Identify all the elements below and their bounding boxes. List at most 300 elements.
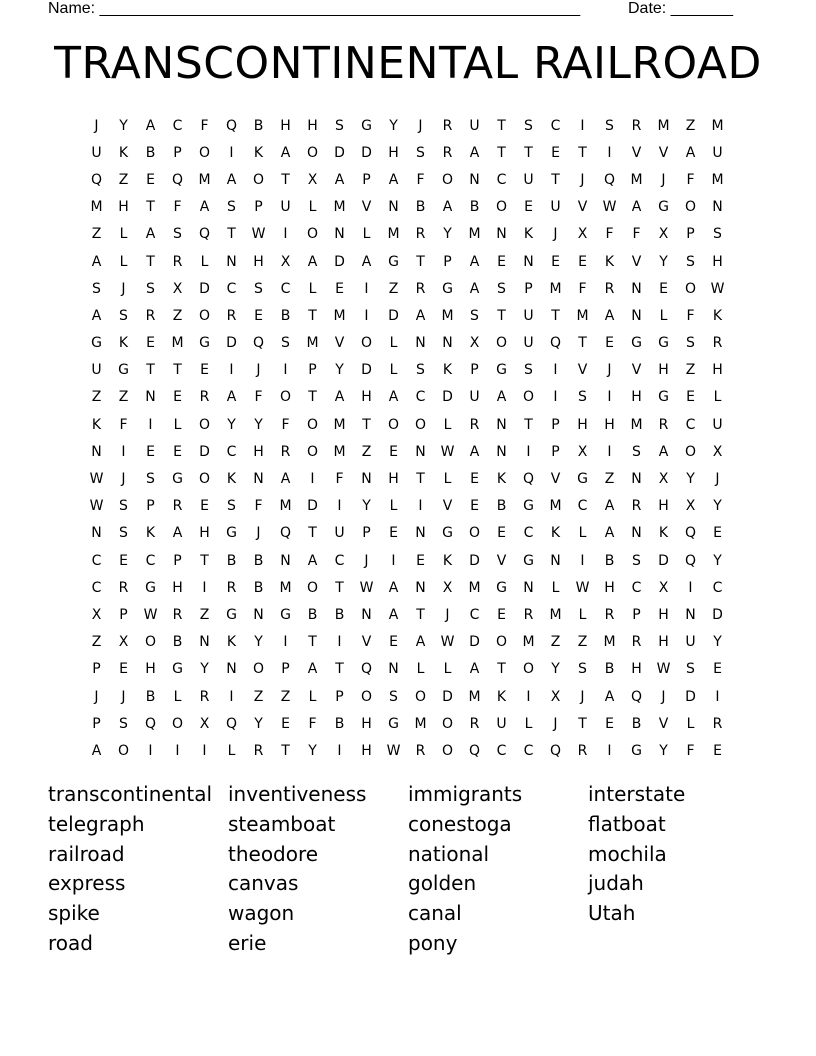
grid-letter: T	[416, 253, 425, 270]
grid-letter: A	[631, 199, 642, 216]
grid-letter: E	[497, 253, 506, 270]
grid-letter: D	[307, 498, 318, 515]
grid-letter: R	[415, 280, 426, 297]
grid-letter: Q	[549, 742, 562, 759]
grid-letter: M	[630, 416, 643, 433]
grid-letter: I	[229, 362, 234, 379]
word-list-item: Utah	[588, 901, 636, 926]
grid-letter: Y	[686, 471, 695, 488]
word-list-item: golden	[408, 871, 477, 896]
word-list-item: national	[408, 841, 490, 866]
grid-letter: S	[497, 280, 506, 297]
grid-letter: R	[523, 606, 534, 623]
grid-letter: M	[333, 416, 346, 433]
grid-letter: E	[713, 661, 722, 678]
word-list-item: immigrants	[408, 782, 523, 806]
grid-letter: H	[253, 443, 264, 460]
grid-letter: Q	[684, 552, 697, 569]
grid-letter: O	[279, 389, 292, 406]
grid-letter: M	[630, 171, 643, 188]
word-list-item: telegraph	[48, 811, 145, 836]
grid-letter: A	[685, 144, 696, 161]
grid-letter: B	[253, 117, 264, 134]
grid-letter: R	[199, 389, 210, 406]
grid-letter: E	[119, 661, 128, 678]
grid-letter: W	[251, 226, 266, 243]
grid-letter: G	[199, 335, 210, 352]
grid-letter: D	[685, 688, 696, 705]
grid-letter: O	[441, 715, 454, 732]
grid-letter: K	[604, 253, 615, 270]
grid-letter: Z	[604, 471, 615, 488]
grid-letter: T	[578, 335, 587, 352]
grid-letter: O	[306, 226, 319, 243]
grid-letter: O	[171, 715, 184, 732]
grid-letter: H	[712, 253, 723, 270]
grid-letter: P	[92, 715, 101, 732]
grid-letter: S	[632, 552, 641, 569]
grid-letter: O	[198, 471, 211, 488]
word-list-item: judah	[588, 871, 644, 896]
grid-letter: P	[524, 280, 533, 297]
grid-letter: S	[119, 525, 128, 542]
grid-letter: I	[553, 389, 558, 406]
grid-letter: C	[172, 117, 183, 134]
grid-letter: U	[280, 199, 291, 216]
grid-letter: T	[416, 471, 425, 488]
grid-letter: O	[252, 171, 265, 188]
word-list-item: flatboat	[588, 811, 666, 836]
grid-letter: R	[226, 579, 237, 596]
grid-letter: A	[280, 144, 291, 161]
grid-letter: A	[91, 742, 102, 759]
grid-letter: M	[279, 498, 292, 515]
letter-grid	[83, 112, 731, 765]
grid-letter: I	[121, 443, 126, 460]
grid-letter: G	[226, 606, 237, 623]
grid-letter: L	[443, 471, 452, 488]
grid-letter: N	[415, 335, 426, 352]
grid-letter: L	[173, 688, 182, 705]
grid-letter: B	[253, 579, 264, 596]
grid-letter: E	[173, 443, 182, 460]
grid-letter: I	[688, 579, 693, 596]
grid-letter: E	[254, 307, 263, 324]
grid-letter: A	[388, 606, 399, 623]
grid-letter: U	[496, 715, 507, 732]
grid-letter: Z	[280, 688, 291, 705]
grid-letter: T	[281, 171, 290, 188]
grid-letter: V	[577, 362, 588, 379]
grid-letter: M	[198, 171, 211, 188]
grid-letter: S	[524, 362, 533, 379]
grid-letter: G	[631, 742, 642, 759]
grid-letter: N	[361, 606, 372, 623]
grid-letter: A	[496, 389, 507, 406]
grid-letter: I	[418, 498, 423, 515]
grid-letter: E	[524, 199, 533, 216]
grid-letter: E	[389, 525, 398, 542]
grid-letter: X	[577, 443, 588, 460]
grid-letter: M	[549, 498, 562, 515]
grid-letter: O	[198, 416, 211, 433]
grid-letter: G	[631, 335, 642, 352]
word-list-item: conestoga	[408, 811, 512, 836]
grid-letter: C	[712, 579, 723, 596]
word-list-item: pony	[408, 930, 458, 955]
grid-letter: T	[335, 661, 344, 678]
grid-letter: G	[442, 525, 453, 542]
grid-letter: E	[470, 471, 479, 488]
grid-letter: R	[604, 606, 615, 623]
grid-letter: C	[685, 416, 696, 433]
grid-letter: E	[389, 443, 398, 460]
word-list	[48, 780, 768, 959]
grid-letter: N	[631, 280, 642, 297]
grid-letter: L	[524, 715, 533, 732]
grid-letter: N	[415, 579, 426, 596]
grid-letter: J	[580, 688, 585, 705]
grid-letter: S	[335, 117, 344, 134]
grid-letter: O	[684, 199, 697, 216]
word-list-item: canal	[408, 901, 462, 926]
grid-letter: W	[575, 579, 590, 596]
grid-letter: M	[657, 117, 670, 134]
grid-letter: N	[523, 579, 534, 596]
grid-letter: M	[279, 579, 292, 596]
grid-letter: K	[145, 525, 156, 542]
grid-letter: R	[712, 715, 723, 732]
grid-letter: P	[551, 416, 560, 433]
grid-letter: E	[416, 552, 425, 569]
grid-letter: A	[145, 117, 156, 134]
grid-letter: S	[119, 307, 128, 324]
grid-letter: Y	[200, 661, 209, 678]
grid-letter: R	[280, 443, 291, 460]
grid-letter: I	[175, 742, 180, 759]
grid-letter: V	[631, 362, 642, 379]
grid-letter: R	[469, 416, 480, 433]
word-list-item: inventiveness	[228, 782, 367, 806]
grid-letter: R	[145, 307, 156, 324]
grid-letter: U	[685, 634, 696, 651]
grid-letter: A	[307, 552, 318, 569]
grid-letter: R	[604, 280, 615, 297]
grid-letter: S	[227, 498, 236, 515]
grid-letter: C	[631, 579, 642, 596]
grid-letter: G	[388, 715, 399, 732]
grid-letter: H	[604, 579, 615, 596]
grid-letter: C	[496, 171, 507, 188]
grid-letter: O	[495, 335, 508, 352]
grid-letter: K	[550, 525, 561, 542]
grid-letter: K	[712, 307, 723, 324]
grid-letter: G	[91, 335, 102, 352]
grid-letter: X	[712, 443, 723, 460]
grid-letter: M	[90, 199, 103, 216]
grid-letter: Q	[171, 171, 184, 188]
grid-letter: U	[523, 171, 534, 188]
grid-letter: R	[172, 606, 183, 623]
grid-letter: A	[388, 389, 399, 406]
grid-letter: N	[496, 416, 507, 433]
grid-letter: B	[307, 606, 318, 623]
word-list-item: mochila	[588, 841, 667, 866]
grid-letter: S	[416, 362, 425, 379]
grid-letter: I	[607, 742, 612, 759]
grid-letter: V	[631, 253, 642, 270]
grid-letter: G	[658, 335, 669, 352]
grid-letter: A	[172, 525, 183, 542]
grid-letter: E	[470, 498, 479, 515]
grid-letter: G	[172, 471, 183, 488]
grid-letter: Q	[225, 715, 238, 732]
grid-letter: T	[146, 362, 155, 379]
grid-letter: J	[94, 117, 99, 134]
grid-letter: E	[146, 335, 155, 352]
grid-letter: U	[469, 389, 480, 406]
grid-letter: S	[605, 117, 614, 134]
grid-letter: G	[172, 661, 183, 678]
grid-letter: M	[549, 606, 562, 623]
grid-letter: T	[524, 144, 533, 161]
grid-letter: T	[146, 199, 155, 216]
grid-letter: R	[658, 416, 669, 433]
grid-letter: J	[661, 171, 666, 188]
grid-letter: Y	[713, 498, 722, 515]
grid-letter: S	[686, 335, 695, 352]
grid-letter: F	[632, 226, 641, 243]
grid-letter: R	[442, 144, 453, 161]
grid-letter: P	[92, 661, 101, 678]
grid-letter: I	[715, 688, 720, 705]
grid-letter: T	[416, 606, 425, 623]
grid-letter: V	[361, 634, 372, 651]
grid-letter: K	[496, 688, 507, 705]
grid-letter: J	[256, 362, 261, 379]
grid-letter: O	[306, 416, 319, 433]
grid-letter: I	[391, 552, 396, 569]
grid-letter: L	[389, 362, 398, 379]
grid-letter: F	[578, 280, 587, 297]
grid-letter: Q	[468, 742, 481, 759]
grid-letter: P	[173, 144, 182, 161]
grid-letter: G	[496, 579, 507, 596]
grid-letter: T	[308, 634, 317, 651]
grid-letter: H	[361, 715, 372, 732]
grid-letter: Y	[713, 552, 722, 569]
grid-letter: O	[522, 661, 535, 678]
grid-letter: Z	[685, 117, 696, 134]
grid-letter: M	[306, 335, 319, 352]
grid-letter: Y	[119, 117, 128, 134]
grid-letter: A	[226, 171, 237, 188]
grid-letter: D	[442, 688, 453, 705]
grid-letter: S	[227, 199, 236, 216]
grid-letter: F	[605, 226, 614, 243]
grid-letter: S	[119, 715, 128, 732]
word-list-item: erie	[228, 930, 267, 955]
grid-letter: B	[415, 199, 426, 216]
grid-letter: H	[361, 742, 372, 759]
grid-letter: B	[253, 552, 264, 569]
grid-letter: E	[713, 525, 722, 542]
grid-letter: K	[496, 471, 507, 488]
grid-letter: E	[497, 525, 506, 542]
grid-letter: U	[91, 144, 102, 161]
grid-letter: K	[226, 471, 237, 488]
grid-letter: W	[89, 471, 104, 488]
grid-letter: S	[416, 144, 425, 161]
grid-letter: F	[686, 742, 695, 759]
grid-letter: D	[361, 144, 372, 161]
grid-letter: N	[226, 253, 237, 270]
grid-letter: R	[199, 688, 210, 705]
grid-letter: H	[658, 498, 669, 515]
grid-letter: D	[334, 144, 345, 161]
grid-letter: U	[523, 307, 534, 324]
grid-letter: A	[388, 579, 399, 596]
grid-letter: C	[523, 525, 534, 542]
grid-letter: P	[632, 606, 641, 623]
grid-letter: Y	[254, 634, 263, 651]
grid-letter: L	[659, 307, 668, 324]
grid-letter: J	[121, 688, 126, 705]
grid-letter: D	[334, 253, 345, 270]
name-field-label: Name: ______________________________________________________	[48, 0, 581, 17]
grid-letter: S	[173, 226, 182, 243]
grid-letter: D	[388, 307, 399, 324]
grid-letter: H	[658, 606, 669, 623]
grid-letter: N	[496, 226, 507, 243]
grid-letter: Q	[225, 117, 238, 134]
grid-letter: Z	[577, 634, 588, 651]
grid-letter: S	[470, 307, 479, 324]
grid-letter: C	[523, 742, 534, 759]
grid-letter: T	[308, 525, 317, 542]
grid-letter: T	[497, 144, 506, 161]
date-field-label: Date: _______	[628, 0, 733, 17]
word-list-item: road	[48, 930, 93, 955]
grid-letter: S	[524, 117, 533, 134]
grid-letter: E	[119, 552, 128, 569]
grid-letter: K	[118, 335, 129, 352]
grid-letter: V	[658, 144, 669, 161]
grid-letter: W	[143, 606, 158, 623]
grid-letter: C	[577, 498, 588, 515]
grid-letter: Y	[254, 416, 263, 433]
grid-letter: I	[607, 389, 612, 406]
grid-letter: Y	[362, 498, 371, 515]
grid-letter: X	[685, 498, 696, 515]
grid-letter: R	[118, 579, 129, 596]
grid-letter: Q	[279, 525, 292, 542]
grid-letter: N	[442, 335, 453, 352]
grid-letter: V	[361, 199, 372, 216]
grid-letter: P	[146, 498, 155, 515]
grid-letter: Y	[659, 742, 668, 759]
grid-letter: Q	[630, 688, 643, 705]
grid-letter: S	[578, 389, 587, 406]
grid-letter: R	[631, 634, 642, 651]
grid-letter: H	[253, 253, 264, 270]
grid-letter: U	[550, 199, 561, 216]
grid-letter: T	[146, 253, 155, 270]
grid-letter: H	[361, 389, 372, 406]
grid-letter: G	[280, 606, 291, 623]
grid-letter: H	[631, 661, 642, 678]
grid-letter: L	[416, 661, 425, 678]
grid-letter: A	[469, 443, 480, 460]
grid-letter: O	[360, 335, 373, 352]
grid-letter: J	[661, 688, 666, 705]
grid-letter: I	[337, 498, 342, 515]
grid-letter: O	[684, 280, 697, 297]
grid-letter: A	[442, 199, 453, 216]
grid-letter: P	[362, 525, 371, 542]
grid-letter: N	[631, 307, 642, 324]
grid-letter: V	[577, 199, 588, 216]
grid-letter: B	[604, 552, 615, 569]
grid-letter: P	[443, 253, 452, 270]
grid-letter: K	[226, 634, 237, 651]
grid-letter: A	[145, 226, 156, 243]
grid-letter: N	[388, 661, 399, 678]
word-list-item: transcontinental	[48, 782, 213, 806]
grid-letter: B	[631, 715, 642, 732]
grid-letter: I	[337, 634, 342, 651]
grid-letter: S	[254, 280, 263, 297]
grid-letter: B	[145, 144, 156, 161]
grid-letter: L	[551, 579, 560, 596]
grid-letter: W	[656, 661, 671, 678]
grid-letter: M	[603, 634, 616, 651]
grid-letter: Z	[118, 171, 129, 188]
grid-letter: A	[469, 144, 480, 161]
grid-letter: B	[172, 634, 183, 651]
grid-letter: I	[607, 443, 612, 460]
grid-letter: B	[334, 606, 345, 623]
grid-letter: T	[308, 389, 317, 406]
grid-letter: A	[415, 634, 426, 651]
grid-letter: G	[118, 362, 129, 379]
grid-letter: T	[524, 416, 533, 433]
grid-letter: C	[145, 552, 156, 569]
grid-letter: M	[387, 226, 400, 243]
grid-letter: E	[497, 606, 506, 623]
grid-letter: R	[253, 742, 264, 759]
grid-letter: G	[361, 117, 372, 134]
grid-letter: L	[200, 253, 209, 270]
grid-letter: K	[658, 525, 669, 542]
grid-letter: O	[468, 525, 481, 542]
grid-letter: B	[334, 715, 345, 732]
grid-letter: H	[388, 471, 399, 488]
grid-letter: K	[253, 144, 264, 161]
grid-letter: B	[469, 199, 480, 216]
grid-letter: C	[415, 389, 426, 406]
grid-letter: K	[91, 416, 102, 433]
grid-letter: K	[442, 552, 453, 569]
grid-letter: I	[283, 226, 288, 243]
grid-letter: A	[91, 307, 102, 324]
grid-letter: Y	[227, 416, 236, 433]
grid-letter: P	[686, 226, 695, 243]
word-list-item: express	[48, 871, 126, 896]
grid-letter: E	[551, 144, 560, 161]
grid-letter: E	[605, 715, 614, 732]
grid-letter: R	[415, 226, 426, 243]
